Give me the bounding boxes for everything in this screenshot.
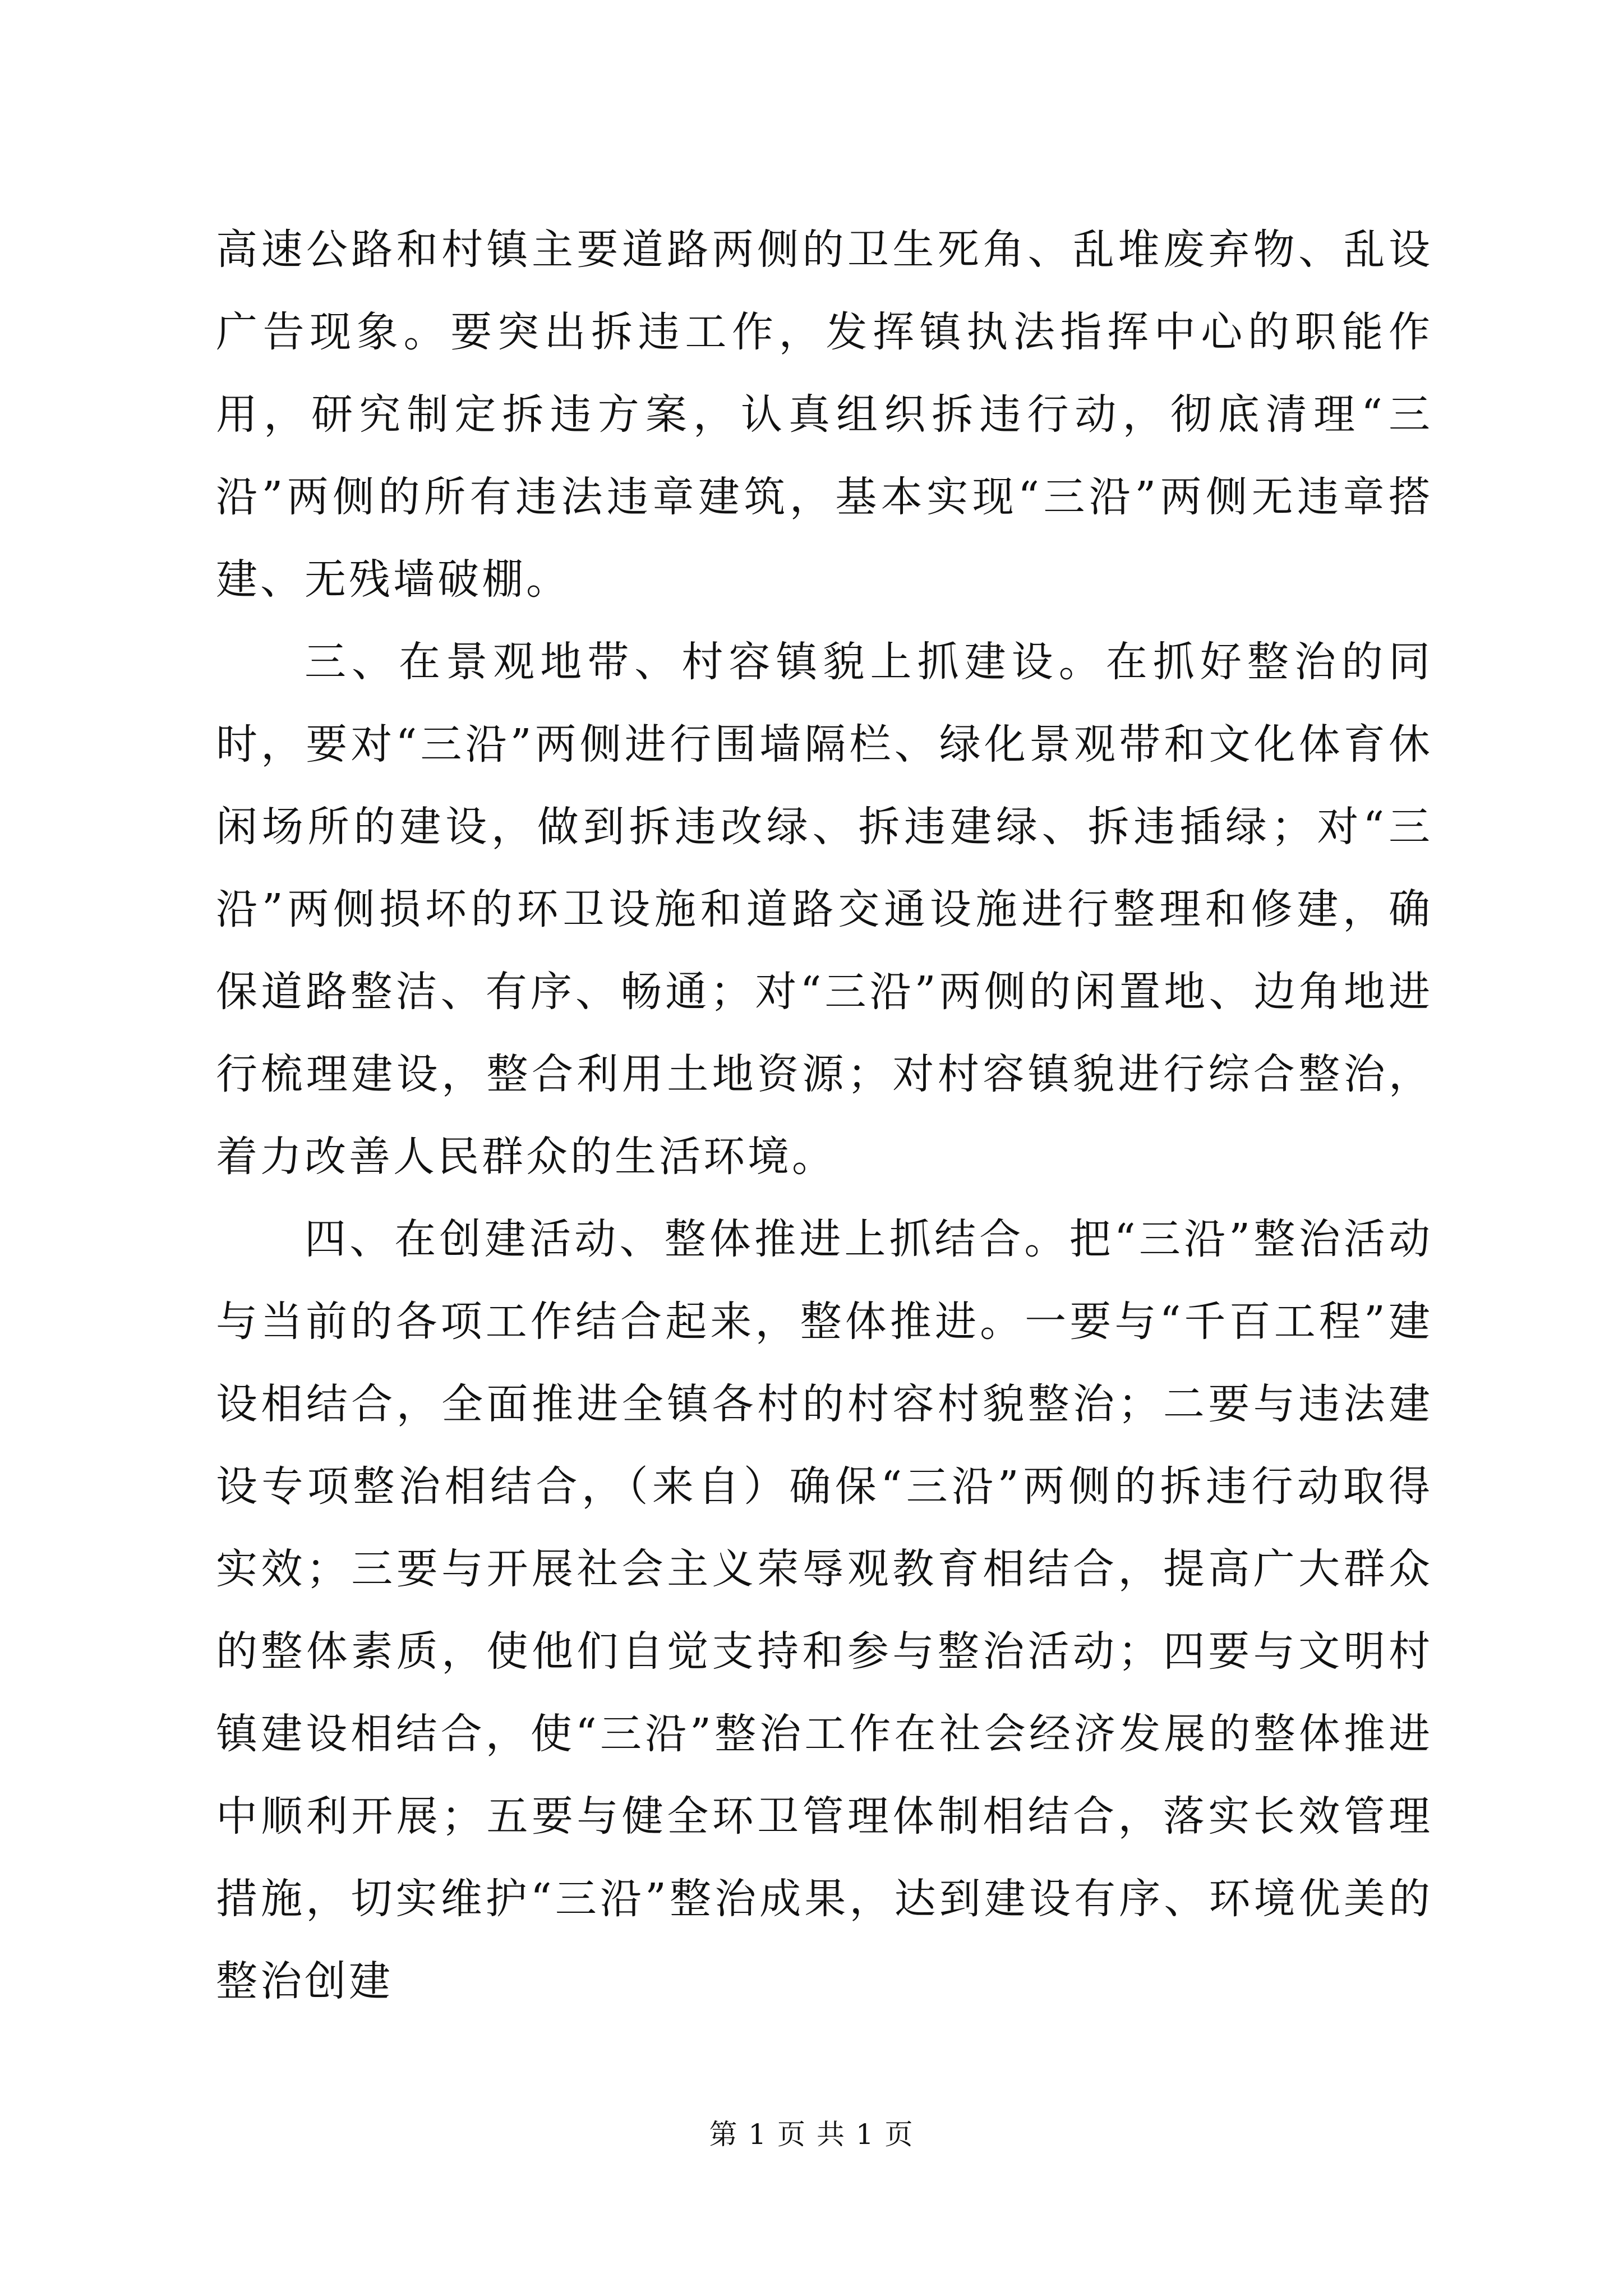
paragraph-section-three: 三、在景观地带、村容镇貌上抓建设。在抓好整治的同时，要对“三沿”两侧进行围墙隔栏、绿化景观带和文化体育休闲场所的建设，做到拆违改绿、拆违建绿、拆违插绿；对“三沿”两侧损坏的环卫设施和道路交通设施进行整理和修建，确保道路整洁、有序、畅通；对“三沿”两侧的闲置地、边角地进行梳理建设，整合利用土地资源；对村容镇貌进行综合整治，着力改善人民群众的生活环境。 — [216, 638, 1433, 1181]
paragraph-section-four: 四、在创建活动、整体推进上抓结合。把“三沿”整治活动与当前的各项工作结合起来，整体推进。一要与“千百工程”建设相结合，全面推进全镇各村的村容村貌整治；二要与违法建设专项整治相结合，（来自）确保“三沿”两侧的拆违行动取得实效；三要与开展社会主义荣辱观教育相结合，提高广大群众的整体素质，使他们自觉支持和参与整治活动；四要与文明村镇建设相结合，使“三沿”整治工作在社会经济发展的整体推进中顺利开展；五要与健全环卫管理体制相结合，落实长效管理措施，切实维护“三沿”整治成果，达到建设有序、环境优美的整治创建 — [216, 1215, 1433, 2005]
document-body — [216, 209, 1433, 2023]
page-footer: 第 1 页 共 1 页 — [709, 2118, 914, 2151]
paragraph-continued: 高速公路和村镇主要道路两侧的卫生死角、乱堆废弃物、乱设广告现象。要突出拆违工作，发挥镇执法指挥中心的职能作用，研究制定拆违方案，认真组织拆违行动，彻底清理“三沿”两侧的所有违法违章建筑，基本实现“三沿”两侧无违章搭建、无残墙破棚。 — [216, 226, 1433, 604]
